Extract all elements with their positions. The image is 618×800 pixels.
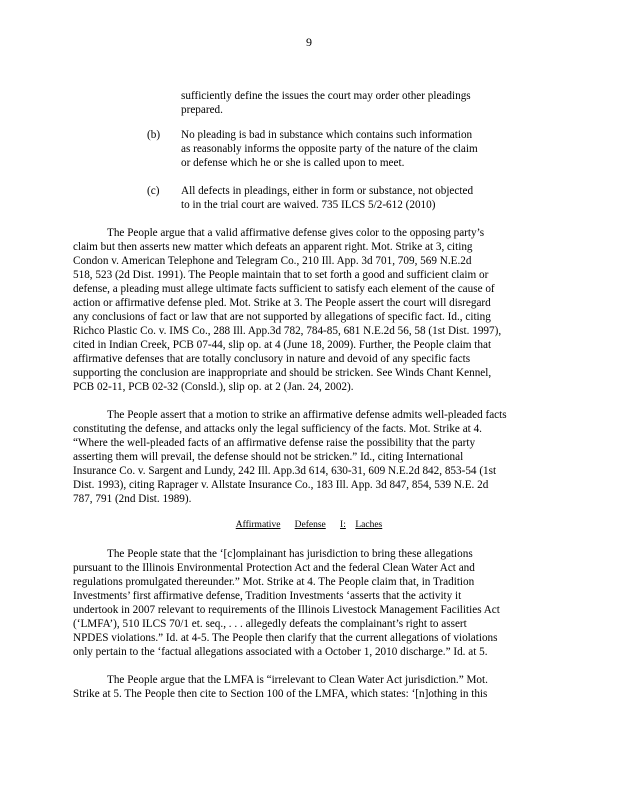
paragraph-line: Strike at 5. The People then cite to Section 100 of the LMFA, which states: ‘[n]othing in this <box>73 688 488 700</box>
heading-word: I: <box>340 520 346 530</box>
paragraph-line: action or affirmative defense pled. Mot. Strike at 3. The People assert the court will disregard <box>73 297 491 309</box>
paragraph-line: Investments’ first affirmative defense, Tradition Investments ‘asserts that the activity it <box>73 590 462 602</box>
list-continuation-line: prepared. <box>181 104 223 116</box>
section-heading <box>0 520 618 530</box>
heading-word: Laches <box>355 520 383 530</box>
paragraph-line: Dist. 1993), citing Raprager v. Allstate Insurance Co., 183 Ill. App. 3d 847, 854, 539 N.E. 2d <box>73 479 489 491</box>
list-item-line: as reasonably informs the opposite party of the nature of the claim <box>181 143 478 155</box>
paragraph-line: only pertain to the ‘factual allegations associated with a October 1, 2010 discharge.” Id. at 5. <box>73 646 488 658</box>
paragraph-line: any conclusions of fact or law that are not supported by allegations of specific fact. Id., citing <box>73 311 491 323</box>
paragraph-line: supporting the conclusion are inappropriate and should be stricken. See Winds Chant Kennel, <box>73 367 492 379</box>
paragraph-line: The People state that the ‘[c]omplainant has jurisdiction to bring these allegations <box>107 548 473 560</box>
paragraph-line: asserting them will prevail, the defense should not be stricken.” Id., citing International <box>73 451 464 463</box>
list-item-line: or defense which he or she is called upon to meet. <box>181 157 405 169</box>
list-continuation-line: sufficiently define the issues the court may order other pleadings <box>181 90 471 102</box>
list-item-line: No pleading is bad in substance which contains such information <box>181 129 473 141</box>
list-item-line: to in the trial court are waived. 735 ILCS 5/2-612 (2010) <box>181 199 436 211</box>
paragraph-line: claim but then asserts new matter which defeats an apparent right. Mot. Strike at 3, citing <box>73 241 473 253</box>
heading-word: Defense <box>294 520 326 530</box>
heading-word: Affirmative <box>235 520 281 530</box>
paragraph-line: constituting the defense, and attacks only the legal sufficiency of the facts. Mot. Strike at 4. <box>73 423 482 435</box>
list-item-line: All defects in pleadings, either in form or substance, not objected <box>181 185 474 197</box>
page-number: 9 <box>306 35 312 49</box>
paragraph-line: The People argue that a valid affirmative defense gives color to the opposing party’s <box>107 227 485 239</box>
paragraph-line: NPDES violations.” Id. at 4-5. The People then clarify that the current allegations of violations <box>73 632 498 644</box>
paragraph-line: affirmative defenses that are totally conclusory in nature and devoid of any specific facts <box>73 353 471 365</box>
paragraph-line: undertook in 2007 relevant to requirements of the Illinois Livestock Management Facilities Act <box>73 604 500 616</box>
paragraph-line: defense, a pleading must allege ultimate facts sufficient to satisfy each element of the cause of <box>73 283 495 295</box>
list-item-label: (b) <box>147 129 161 141</box>
paragraph-line: cited in Indian Creek, PCB 07-44, slip op. at 4 (June 18, 2009). Further, the People claim that <box>73 339 492 351</box>
paragraph-line: Insurance Co. v. Sargent and Lundy, 242 Ill. App.3d 614, 630-31, 609 N.E.2d 842, 853-54 (1st <box>73 465 497 477</box>
paragraph-line: PCB 02-11, PCB 02-32 (Consld.), slip op. at 2 (Jan. 24, 2002). <box>73 381 354 393</box>
paragraph-line: regulations promulgated thereunder.” Mot. Strike at 4. The People claim that, in Tradition <box>73 576 475 588</box>
paragraph-line: The People argue that the LMFA is “irrelevant to Clean Water Act jurisdiction.” Mot. <box>107 674 488 686</box>
paragraph-line: “Where the well-pleaded facts of an affirmative defense raise the possibility that the party <box>73 437 476 449</box>
paragraph-line: The People assert that a motion to strike an affirmative defense admits well-pleaded facts <box>107 409 507 421</box>
paragraph-line: Richco Plastic Co. v. IMS Co., 288 Ill. App.3d 782, 784-85, 681 N.E.2d 56, 58 (1st Dist. 1997), <box>73 325 502 337</box>
paragraph-line: pursuant to the Illinois Environmental Protection Act and the federal Clean Water Act and <box>73 562 475 574</box>
list-item-label: (c) <box>147 185 160 197</box>
paragraph-line: 787, 791 (2nd Dist. 1989). <box>73 493 192 505</box>
paragraph-line: (‘LMFA’), 510 ILCS 70/1 et. seq., . . . allegedly defeats the complainant’s right to assert <box>73 618 467 630</box>
paragraph-line: Condon v. American Telephone and Telegram Co., 210 Ill. App. 3d 701, 709, 569 N.E.2d <box>73 255 472 267</box>
paragraph-line: 518, 523 (2d Dist. 1991). The People maintain that to set forth a good and sufficient claim or <box>73 269 489 281</box>
